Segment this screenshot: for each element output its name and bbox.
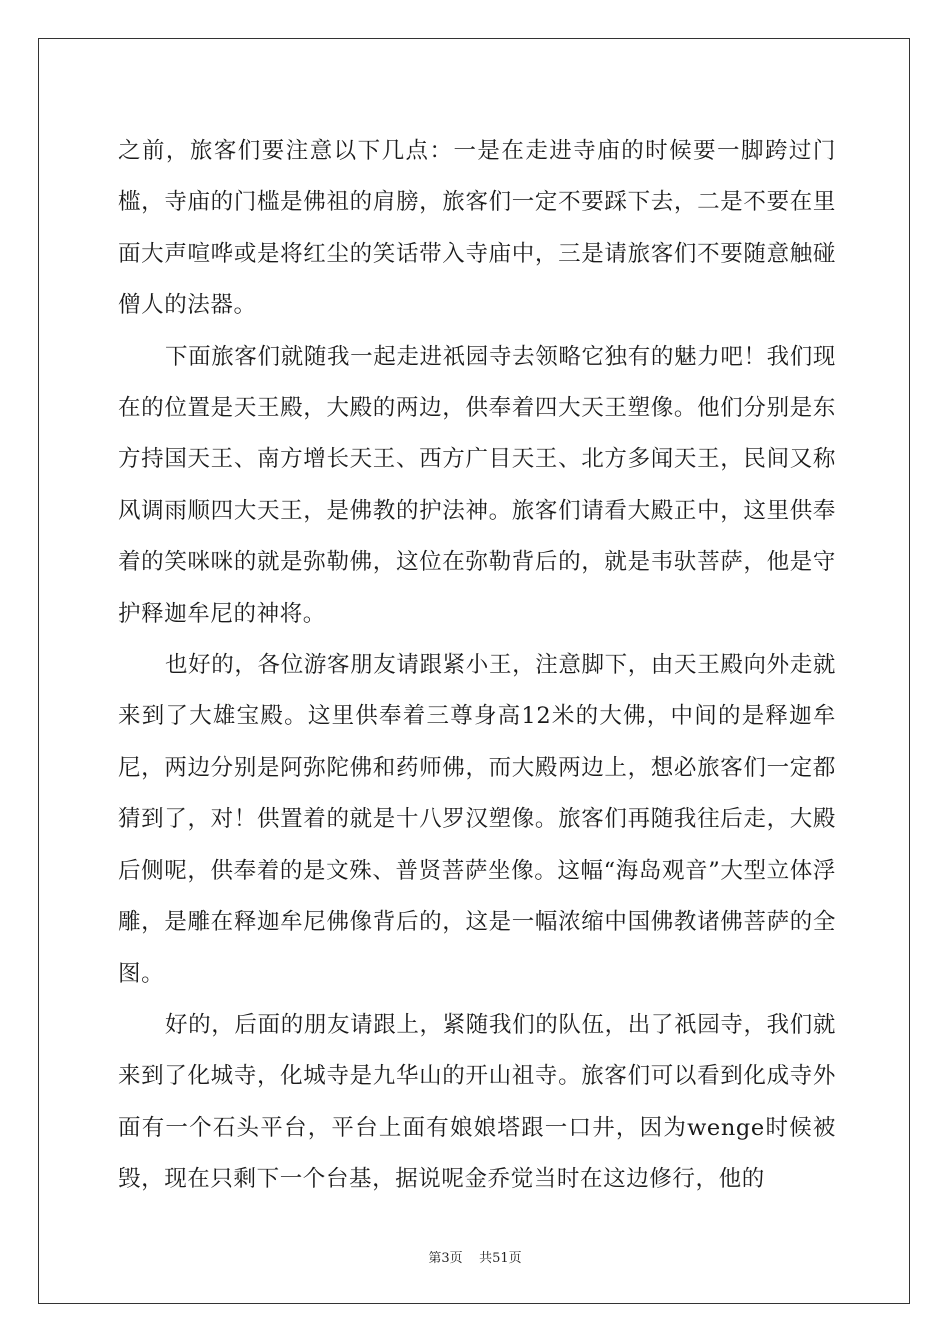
paragraph-3: 也好的，各位游客朋友请跟紧小王，注意脚下，由天王殿向外走就来到了大雄宝殿。这里供奉着三尊身高12米的大佛，中间的是释迦牟尼，两边分别是阿弥陀佛和药师佛，而大殿两边上，想必旅客们一定都猜到了，对！供置着的就是十八罗汉塑像。旅客们再随我往后走，大殿后侧呢，供奉着的是文殊、普贤菩萨坐像。这幅“海岛观音”大型立体浮雕，是雕在释迦牟尼佛像背后的，这是一幅浓缩中国佛教诸佛菩萨的全图。 <box>118 652 836 987</box>
page-number-footer: 第3页 共51页 <box>428 1251 522 1266</box>
paragraph-1: 之前，旅客们要注意以下几点：一是在走进寺庙的时候要一脚跨过门槛，寺庙的门槛是佛祖的肩膀，旅客们一定不要踩下去，二是不要在里面大声喧哗或是将红尘的笑话带入寺庙中，三是请旅客们不要随意触碰僧人的法器。 <box>118 138 836 319</box>
document-body <box>118 126 836 1206</box>
paragraph-4: 好的，后面的朋友请跟上，紧随我们的队伍，出了祇园寺，我们就来到了化城寺，化城寺是九华山的开山祖寺。旅客们可以看到化成寺外面有一个石头平台，平台上面有娘娘塔跟一口井，因为wenge时候被毁，现在只剩下一个台基，据说呢金乔觉当时在这边修行，他的 <box>118 1011 836 1193</box>
paragraph-2: 下面旅客们就随我一起走进祇园寺去领略它独有的魅力吧！我们现在的位置是天王殿，大殿的两边，供奉着四大天王塑像。他们分别是东方持国天王、南方增长天王、西方广目天王、北方多闻天王，民间又称风调雨顺四大天王，是佛教的护法神。旅客们请看大殿正中，这里供奉着的笑咪咪的就是弥勒佛，这位在弥勒背后的，就是韦驮菩萨，他是守护释迦牟尼的神将。 <box>118 343 836 627</box>
